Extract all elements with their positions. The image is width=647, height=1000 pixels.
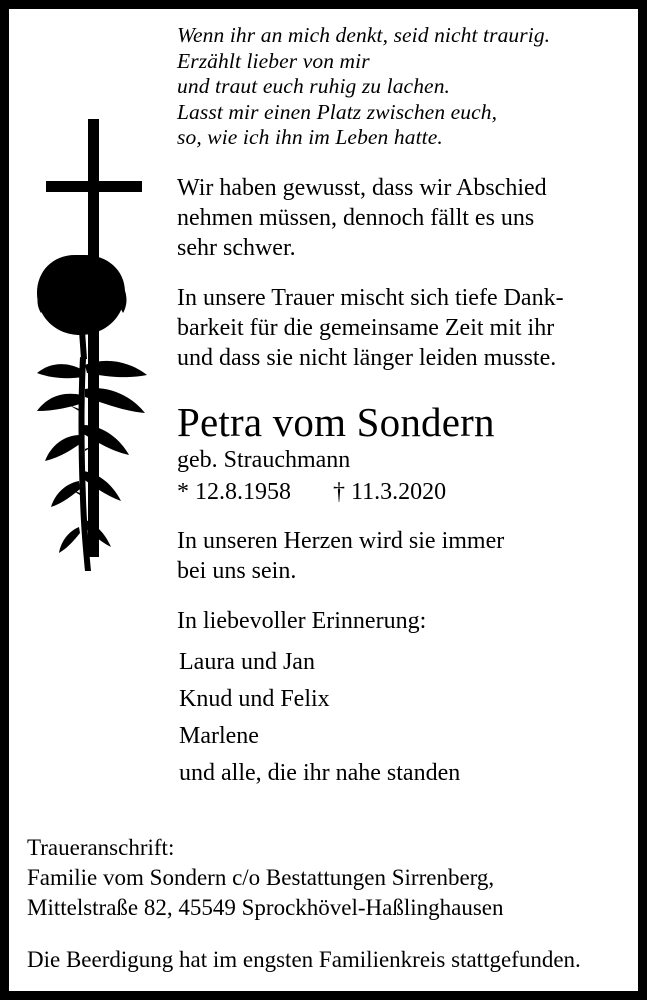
paragraph-line: In unseren Herzen wird sie immer [177, 527, 505, 554]
deceased-identity [177, 399, 617, 509]
paragraph-line: barkeit für die gemeinsame Zeit mit ihr [177, 314, 555, 341]
paragraph-line: bei uns sein. [177, 557, 297, 584]
mourner-line: und alle, die ihr nahe standen [179, 759, 461, 786]
mourners-intro: In liebevoller Erinnerung: [177, 607, 427, 634]
paragraph-line: sehr schwer. [177, 234, 296, 261]
verse-line: und traut euch ruhig zu lachen. [177, 74, 451, 98]
paragraph-three [177, 526, 617, 586]
verse-line: Erzählt lieber von mir [177, 48, 370, 73]
verse-line: Wenn ihr an mich denkt, seid nicht traurig. [177, 23, 551, 47]
paragraph-line: und dass sie nicht länger leiden musste. [177, 344, 557, 371]
birth-date: * 12.8.1958 [177, 478, 291, 505]
mourner-line: Laura und Jan [179, 648, 315, 675]
cross-horizontal-bar [46, 181, 142, 192]
address-label: Traueranschrift: [27, 835, 175, 860]
paragraph-line: In unsere Trauer mischt sich tiefe Dank- [177, 284, 564, 311]
paragraph-two [177, 283, 617, 373]
death-date: † 11.3.2020 [333, 478, 447, 505]
verse-line: so, wie ich ihn im Leben hatte. [177, 125, 443, 149]
notice-footer [27, 833, 620, 975]
rose-icon [23, 219, 173, 579]
notice-inner [9, 9, 638, 991]
paragraph-line: nehmen müssen, dennoch fällt es uns [177, 204, 535, 231]
mourning-address [27, 833, 620, 923]
paragraph-one [177, 173, 617, 263]
mourner-line: Marlene [179, 722, 259, 749]
mourners-list [177, 644, 617, 792]
mourner-line: Knud und Felix [179, 685, 330, 712]
closing-note: Die Beerdigung hat im engsten Familienkreis stattgefunden. [27, 947, 581, 972]
life-dates [177, 476, 617, 509]
maiden-name: geb. Strauchmann [177, 446, 351, 473]
deceased-name: Petra vom Sondern [177, 398, 495, 445]
paragraph-line: Wir haben gewusst, dass wir Abschied [177, 174, 547, 201]
address-line: Familie vom Sondern c/o Bestattungen Sirrenberg, [27, 865, 495, 890]
notice-text-column [177, 23, 617, 792]
address-line: Mittelstraße 82, 45549 Sprockhövel-Haßlinghausen [27, 895, 504, 920]
verse-line: Lasst mir einen Platz zwischen euch, [177, 99, 498, 124]
memorial-verse [177, 23, 617, 151]
cross-with-rose-icon [27, 119, 177, 589]
